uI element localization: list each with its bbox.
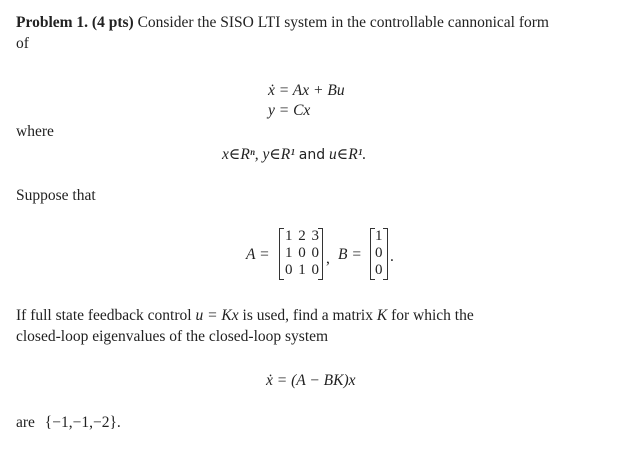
are-label: are: [16, 414, 35, 431]
matrix-a-row-2: 1 0 0: [285, 245, 320, 261]
matrix-b-row-3: 0: [375, 262, 384, 278]
feedback-text-mid: is used, find a matrix: [242, 307, 373, 324]
dimension-xy: x∈Rⁿ, y∈R¹: [222, 146, 295, 163]
matrix-b-row-1: 1: [375, 228, 384, 244]
matrix-end-dot: .: [390, 248, 394, 265]
dimension-statement: [222, 144, 366, 166]
feedback-law: u = Kx: [195, 307, 239, 324]
where-label: where: [16, 123, 54, 140]
suppose-label: Suppose that: [16, 187, 96, 204]
dimension-u: u∈R¹.: [329, 146, 367, 163]
feedback-k: K: [376, 307, 388, 324]
matrix-a-left-bracket: [279, 228, 284, 280]
state-equation: ẋ = Ax + Bu: [268, 82, 345, 99]
closed-loop-equation: ẋ = (A − BK)x: [266, 372, 356, 389]
feedback-text-pre: If full state feedback control: [16, 307, 192, 324]
matrix-a: [279, 228, 325, 280]
output-equation: y = Cx: [268, 102, 311, 119]
problem-intro-of: of: [16, 35, 29, 52]
problem-intro: [16, 12, 628, 33]
matrix-a-label: A =: [246, 246, 270, 263]
matrix-b-label: B =: [338, 246, 362, 263]
feedback-text-post: for which the: [391, 307, 474, 324]
feedback-paragraph-line-1: [16, 305, 628, 326]
eigenvalue-set: {−1,−1,−2}.: [44, 414, 121, 431]
matrix-comma: ,: [326, 250, 330, 267]
dimension-and: and: [298, 147, 326, 163]
matrix-a-row-1: 1 2 3: [285, 228, 320, 244]
problem-intro-text: Consider the SISO LTI system in the controllable cannonical form: [137, 14, 549, 31]
matrix-b-right-bracket: [383, 228, 388, 280]
matrix-b: [370, 228, 388, 280]
eigenvalue-line: [16, 412, 121, 433]
matrix-b-row-2: 0: [375, 245, 384, 261]
problem-title: Problem 1. (4 pts): [16, 14, 134, 31]
matrix-a-row-3: 0 1 0: [285, 262, 320, 278]
feedback-paragraph-line-2: closed-loop eigenvalues of the closed-loop system: [16, 328, 329, 345]
matrix-a-right-bracket: [318, 228, 323, 280]
